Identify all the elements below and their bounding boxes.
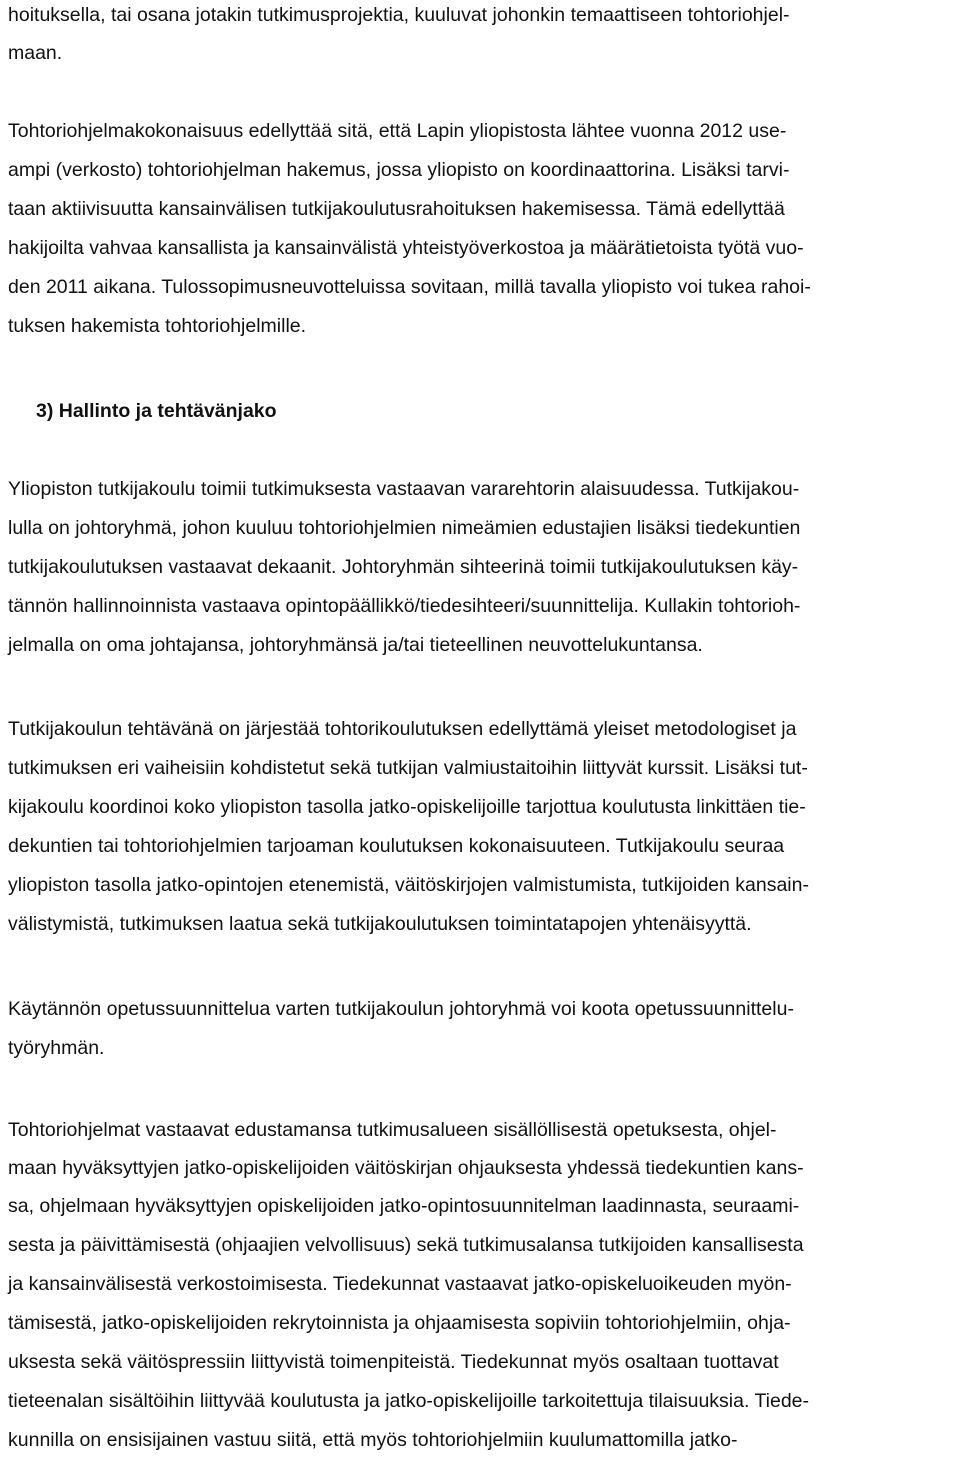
text-line: tutkijakoulutuksen vastaavat dekaanit. Johtoryhmän sihteerinä toimii tutkijakoulutuksen käy- <box>8 556 799 578</box>
text-line: den 2011 aikana. Tulossopimusneuvotteluissa sovitaan, millä tavalla yliopisto voi tukea rahoi- <box>8 276 811 298</box>
text-line: Tohtoriohjelmat vastaavat edustamansa tutkimusalueen sisällöllisestä opetuksesta, ohjel- <box>8 1119 777 1141</box>
text-line: Tutkijakoulun tehtävänä on järjestää tohtorikoulutuksen edellyttämä yleiset metodologiset ja <box>8 718 797 740</box>
text-line: kijakoulu koordinoi koko yliopiston tasolla jatko-opiskelijoille tarjottua koulutusta linkittäen tie- <box>8 796 806 818</box>
text-line: tutkimuksen eri vaiheisiin kohdistetut sekä tutkijan valmiustaitoihin liittyvät kurssit. Lisäksi tut- <box>8 757 808 779</box>
text-line: dekuntien tai tohtoriohjelmien tarjoaman koulutuksen kokonaisuuteen. Tutkijakoulu seuraa <box>8 835 785 857</box>
text-line: Tohtoriohjelmakokonaisuus edellyttää sitä, että Lapin yliopistosta lähtee vuonna 2012 use- <box>8 120 787 142</box>
text-line: ampi (verkosto) tohtoriohjelman hakemus, jossa yliopisto on koordinaattorina. Lisäksi tarvi- <box>8 159 790 181</box>
text-line: yliopiston tasolla jatko-opintojen etenemistä, väitöskirjojen valmistumista, tutkijoiden kansain- <box>8 874 809 896</box>
text-line: maan hyväksyttyjen jatko-opiskelijoiden väitöskirjan ohjauksesta yhdessä tiedekuntien kans- <box>8 1157 804 1179</box>
text-line: Käytännön opetussuunnittelua varten tutkijakoulun johtoryhmä voi koota opetussuunnittelu- <box>8 998 794 1020</box>
text-line: Yliopiston tutkijakoulu toimii tutkimuksesta vastaavan vararehtorin alaisuudessa. Tutkijakou- <box>8 478 800 500</box>
text-line: hoituksella, tai osana jotakin tutkimusprojektia, kuuluvat johonkin temaattiseen tohtoriohjel- <box>8 4 790 26</box>
text-line: tämisestä, jatko-opiskelijoiden rekrytoinnista ja ohjaamisesta sopiviin tohtoriohjelmiin, ohja- <box>8 1312 791 1334</box>
text-line: työryhmän. <box>8 1037 105 1059</box>
text-line: hakijoilta vahvaa kansallista ja kansainvälistä yhteistyöverkostoa ja määrätietoista työtä vuo- <box>8 237 804 259</box>
text-line: uksesta sekä väitöspressiin liittyvistä toimenpiteistä. Tiedekunnat myös osaltaan tuottavat <box>8 1351 779 1373</box>
text-line: ja kansainvälisestä verkostoimisesta. Tiedekunnat vastaavat jatko-opiskeluoikeuden myön- <box>8 1273 792 1295</box>
text-line: välistymistä, tutkimuksen laatua sekä tutkijakoulutuksen toimintatapojen yhtenäisyyttä. <box>8 913 752 935</box>
text-line: taan aktiivisuutta kansainvälisen tutkijakoulutusrahoituksen hakemisessa. Tämä edellyttää <box>8 198 785 220</box>
text-line: lulla on johtoryhmä, johon kuuluu tohtoriohjelmien nimeämien edustajien lisäksi tiedekuntien <box>8 517 801 539</box>
text-line: kunnilla on ensisijainen vastuu siitä, että myös tohtoriohjelmiin kuulumattomilla jatko- <box>8 1429 738 1451</box>
text-line: tieteenalan sisältöihin liittyvää koulutusta ja jatko-opiskelijoille tarkoitettuja tilaisuuksia. Tiede- <box>8 1390 810 1412</box>
section-heading: 3) Hallinto ja tehtävänjako <box>36 400 277 422</box>
text-line: tuksen hakemista tohtoriohjelmille. <box>8 315 307 337</box>
text-line: sesta ja päivittämisestä (ohjaajien velvollisuus) sekä tutkimusalansa tutkijoiden kansallisesta <box>8 1234 804 1256</box>
text-line: maan. <box>8 42 63 64</box>
text-line: jelmalla on oma johtajansa, johtoryhmänsä ja/tai tieteellinen neuvottelukuntansa. <box>8 634 703 656</box>
text-line: tännön hallinnoinnista vastaava opintopäällikkö/tiedesihteeri/suunnittelija. Kullakin tohtorioh- <box>8 595 801 617</box>
text-line: sa, ohjelmaan hyväksyttyjen opiskelijoiden jatko-opintosuunnitelman laadinnasta, seuraami- <box>8 1195 800 1217</box>
